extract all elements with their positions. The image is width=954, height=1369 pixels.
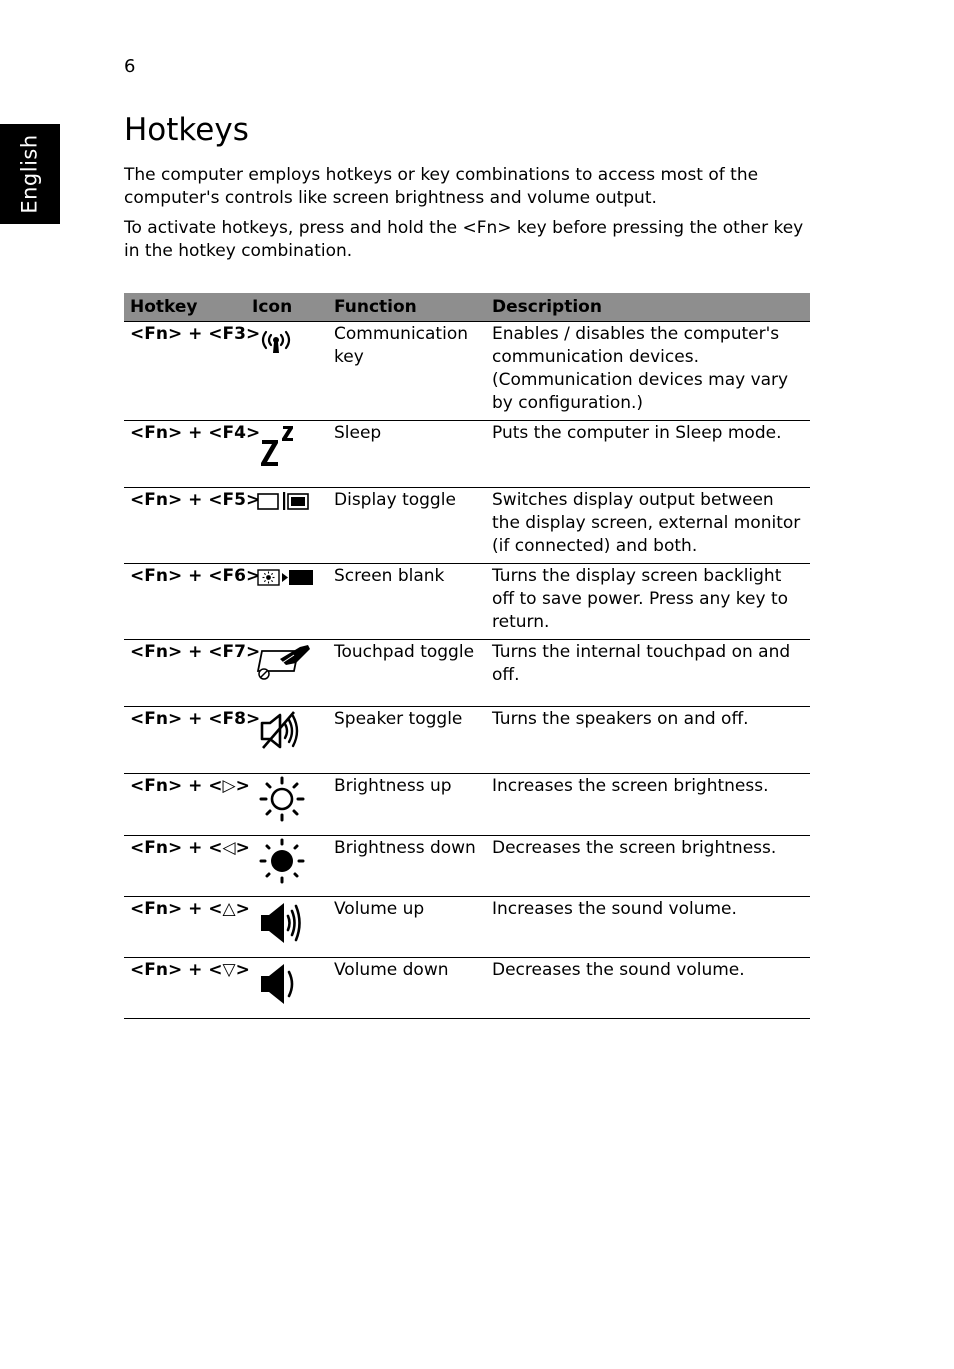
function-cell: Brightness up bbox=[328, 774, 486, 836]
table-row bbox=[124, 897, 810, 958]
hotkey-cell: <Fn> + <F3> bbox=[124, 322, 246, 421]
hotkey-cell: <Fn> + <▷> bbox=[124, 774, 246, 836]
description-cell: Decreases the sound volume. bbox=[486, 958, 810, 1019]
hotkey-cell: <Fn> + <◁> bbox=[124, 836, 246, 897]
table-row bbox=[124, 958, 810, 1019]
screen-blank-icon bbox=[256, 565, 316, 587]
language-label: English bbox=[18, 134, 43, 214]
function-cell: Volume up bbox=[328, 897, 486, 958]
description-cell: Enables / disables the computer's communication devices. (Communication devices may vary by configuration.) bbox=[486, 322, 810, 421]
brightness-up-icon bbox=[256, 775, 306, 823]
hotkey-cell: <Fn> + <△> bbox=[124, 897, 246, 958]
function-cell: Touchpad toggle bbox=[328, 640, 486, 707]
table-row bbox=[124, 322, 810, 421]
icon-cell bbox=[246, 564, 328, 640]
page-title: Hotkeys bbox=[124, 112, 249, 148]
header-icon: Icon bbox=[246, 293, 328, 322]
hotkey-table bbox=[124, 293, 810, 1019]
table-row bbox=[124, 640, 810, 707]
page-number: 6 bbox=[124, 56, 136, 77]
intro-paragraph: The computer employs hotkeys or key combinations to access most of the computer's controls like screen brightness and volume output. bbox=[124, 165, 759, 208]
volume-down-icon bbox=[256, 959, 306, 1009]
header-function: Function bbox=[328, 293, 486, 322]
icon-cell bbox=[246, 488, 328, 564]
hotkey-cell: <Fn> + <F6> bbox=[124, 564, 246, 640]
speaker-mute-icon bbox=[256, 708, 306, 754]
activation-paragraph: To activate hotkeys, press and hold the <Fn> key before pressing the other key in the hotkey combination. bbox=[124, 218, 804, 261]
header-description: Description bbox=[486, 293, 810, 322]
description-cell: Turns the display screen backlight off to save power. Press any key to return. bbox=[486, 564, 810, 640]
description-cell: Increases the sound volume. bbox=[486, 897, 810, 958]
function-cell: Sleep bbox=[328, 421, 486, 488]
communication-icon bbox=[256, 323, 300, 363]
header-hotkey: Hotkey bbox=[124, 293, 246, 322]
icon-cell bbox=[246, 897, 328, 958]
description-cell: Turns the speakers on and off. bbox=[486, 707, 810, 774]
language-side-tab bbox=[0, 124, 60, 224]
hotkey-cell: <Fn> + <F4> bbox=[124, 421, 246, 488]
icon-cell bbox=[246, 774, 328, 836]
table-row bbox=[124, 421, 810, 488]
table-row bbox=[124, 707, 810, 774]
description-cell: Puts the computer in Sleep mode. bbox=[486, 421, 810, 488]
function-cell: Display toggle bbox=[328, 488, 486, 564]
icon-cell bbox=[246, 836, 328, 897]
description-cell: Turns the internal touchpad on and off. bbox=[486, 640, 810, 707]
function-cell: Speaker toggle bbox=[328, 707, 486, 774]
touchpad-toggle-icon bbox=[256, 641, 314, 681]
description-cell: Switches display output between the display screen, external monitor (if connected) and both. bbox=[486, 488, 810, 564]
description-cell: Increases the screen brightness. bbox=[486, 774, 810, 836]
brightness-down-icon bbox=[256, 837, 306, 885]
table-row bbox=[124, 836, 810, 897]
hotkey-cell: <Fn> + <F8> bbox=[124, 707, 246, 774]
hotkey-cell: <Fn> + <▽> bbox=[124, 958, 246, 1019]
hotkey-cell: <Fn> + <F7> bbox=[124, 640, 246, 707]
table-header-row bbox=[124, 293, 810, 322]
function-cell: Volume down bbox=[328, 958, 486, 1019]
function-cell: Brightness down bbox=[328, 836, 486, 897]
volume-up-icon bbox=[256, 898, 306, 948]
display-toggle-icon bbox=[256, 489, 312, 511]
sleep-icon bbox=[256, 422, 306, 470]
function-cell: Communication key bbox=[328, 322, 486, 421]
hotkey-cell: <Fn> + <F5> bbox=[124, 488, 246, 564]
table-row bbox=[124, 488, 810, 564]
icon-cell bbox=[246, 958, 328, 1019]
table-row bbox=[124, 774, 810, 836]
description-cell: Decreases the screen brightness. bbox=[486, 836, 810, 897]
function-cell: Screen blank bbox=[328, 564, 486, 640]
table-row bbox=[124, 564, 810, 640]
